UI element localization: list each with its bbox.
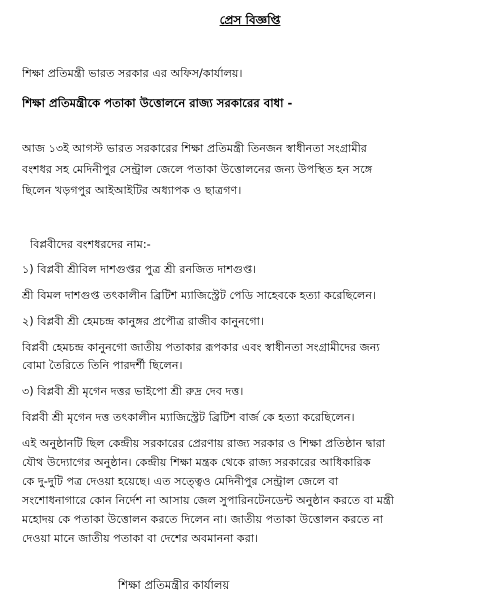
item-1-detail: শ্রী বিমল দাশগুপ্ত তৎকালীন ব্রিটিশ ম্যাজিস্ট্রেট পেডি সাহেবকে হত্যা করেছিলেন। xyxy=(22,289,377,302)
closing-line-6: দেওয়া মানে জাতীয় পতাকা বা দেশের অবমাননা করা। xyxy=(22,532,259,545)
intro-line-3: ছিলেন খড়গপুর আইআইটির অধ্যাপক ও ছাত্রগণ। xyxy=(22,184,242,197)
closing-line-5: মহোদয় কে পতাকা উত্তোলন করতে দিলেন না। জাতীয় পতাকা উত্তোলন করতে না xyxy=(22,513,383,526)
item-3-detail: বিপ্লবী শ্রী মৃগেন দত্ত তৎকালীন ম্যাজিস্ট্রেট ব্রিটিশ বার্জ কে হত্যা করেছিলেন। xyxy=(22,411,355,424)
intro-line-2: বংশধর সহ মেদিনীপুর সেন্ট্রাল জেলে পতাকা উত্তোলনের জন্য উপস্থিত হন সঙ্গে xyxy=(22,163,373,176)
closing-line-4: সংশোধনাগারে কোন নির্দেশ না আসায় জেল সুপারিনটেনডেন্ট অনুষ্ঠান করতে বা মন্ত্রী xyxy=(22,494,394,507)
closing-line-3: কে দু-দুটি পত্র দেওয়া হয়েছে। এত সত্ত্বেও মেদিনীপুর সেন্ট্রাল জেলে বা xyxy=(22,475,339,488)
closing-line-2: যৌথ উদ্যোগের অনুষ্ঠান। কেন্দ্রীয় শিক্ষা মন্ত্রক থেকে রাজ্য সরকারের আধিকারিক xyxy=(22,456,371,469)
office-line: শিক্ষা প্রতিমন্ত্রী ভারত সরকার এর অফিস/কার্যালয়। xyxy=(22,67,243,80)
document-title: প্রেস বিজ্ঞপ্তি xyxy=(219,13,281,27)
item-2-detail-line-2: বোমা তৈরিতে তিনি পারদর্শী ছিলেন। xyxy=(22,359,183,372)
headline: শিক্ষা প্রতিমন্ত্রীকে পতাকা উত্তোলনে রাজ্য সরকারের বাধা - xyxy=(22,96,293,110)
item-2-detail-line-1: বিপ্লবী হেমচন্দ্র কানুনগো জাতীয় পতাকার রূপকার এবং স্বাধীনতা সংগ্রামীদের জন্য xyxy=(22,341,380,354)
intro-line-1: আজ ১৩ই আগস্ট ভারত সরকারের শিক্ষা প্রতিমন্ত্রী তিনজন স্বাধীনতা সংগ্রামীর xyxy=(22,142,367,155)
signature: শিক্ষা প্রতিমন্ত্রীর কার্যালয় xyxy=(118,578,230,592)
names-heading: বিপ্লবীদের বংশধরদের নাম:- xyxy=(30,238,151,251)
item-1-heading: ১) বিপ্লবী শ্রীবিল দাশগুপ্তর পুত্র শ্রী রনজিত দাশগুপ্ত। xyxy=(22,263,257,276)
item-2-heading: ২) বিপ্লবী শ্রী হেমচন্দ্র কানুঙ্গর প্রপৌত্র রাজীব কানুনগো। xyxy=(22,315,264,328)
item-3-heading: ৩) বিপ্লবী শ্রী মৃগেন দত্তর ভাইপো শ্রী রুদ্র দেব দত্ত। xyxy=(22,385,244,398)
closing-line-1: এই অনুষ্ঠানটি ছিল কেন্দ্রীয় সরকারের প্রেরণায় রাজ্য সরকার ও শিক্ষা প্রতিষ্ঠান দ্বারা xyxy=(22,437,386,450)
